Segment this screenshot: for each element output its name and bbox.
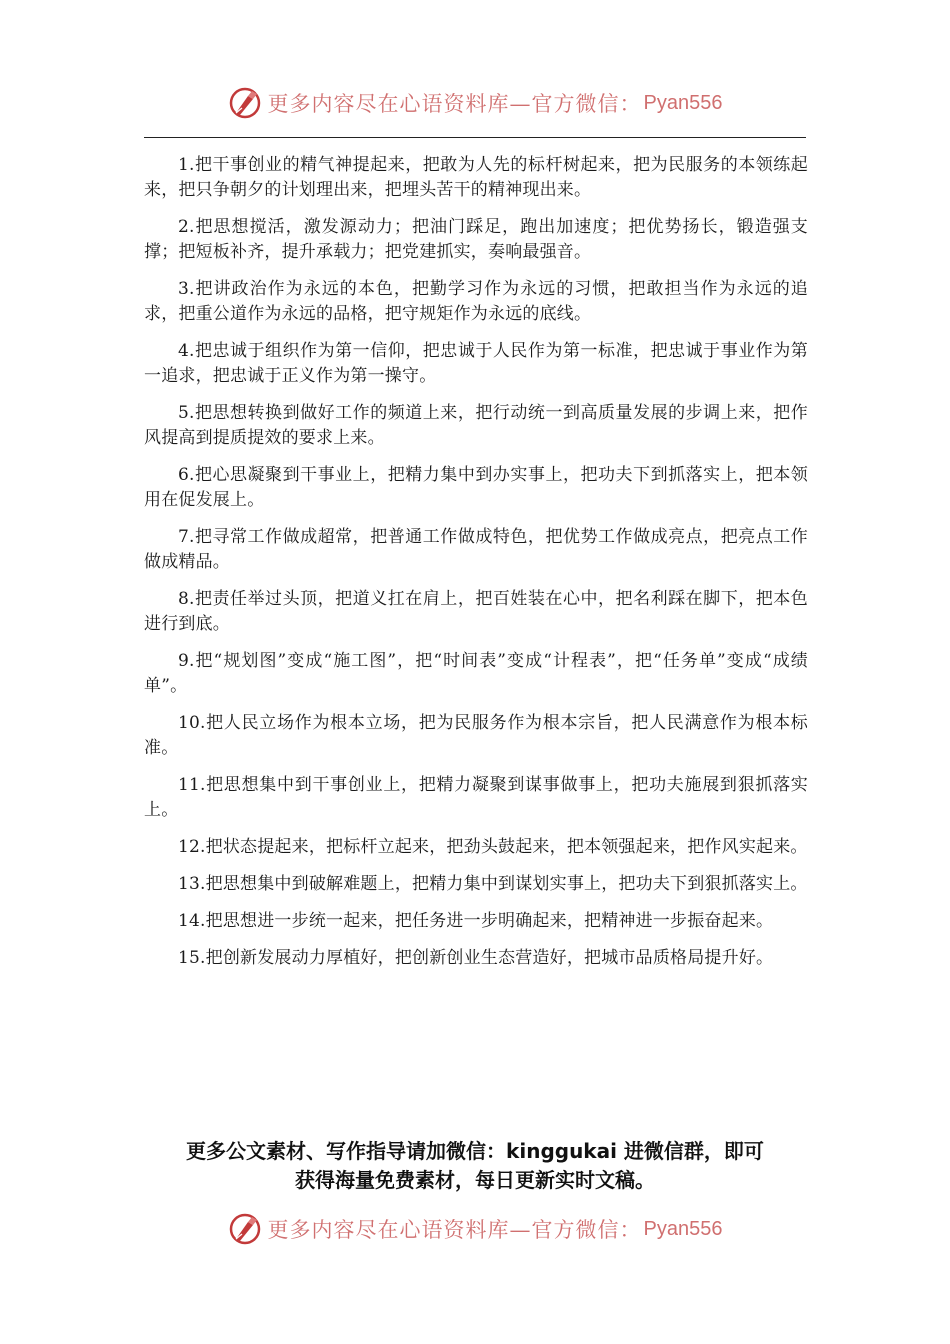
footer-brand (0, 1209, 950, 1249)
list-item: 15.把创新发展动力厚植好，把创新创业生态营造好，把城市品质格局提升好。 (178, 948, 774, 968)
footer-notice (100, 1137, 850, 1195)
list-item: 2.把思想搅活，激发源动力；把油门踩足，跑出加速度；把优势扬长，锻造强支撑；把短板补齐，提升承载力；把党建抓实，奏响最强音。 (144, 217, 808, 262)
brand-text: 更多内容尽在心语资料库—官方微信： (267, 1218, 642, 1242)
list-item: 1.把干事创业的精气神提起来，把敢为人先的标杆树起来，把为民服务的本领练起来，把只争朝夕的计划理出来，把埋头苦干的精神现出来。 (144, 155, 808, 200)
list-item: 13.把思想集中到破解难题上，把精力集中到谋划实事上，把功夫下到狠抓落实上。 (178, 874, 808, 894)
list-item: 6.把心思凝聚到干事业上，把精力集中到办实事上，把功夫下到抓落实上，把本领用在促发展上。 (144, 465, 808, 510)
brand-wechat-id: Pyan556 (643, 1217, 723, 1240)
header-brand (0, 83, 950, 123)
footer-notice-line-2: 获得海量免费素材，每日更新实时文稿。 (295, 1168, 655, 1192)
list-item: 10.把人民立场作为根本立场，把为民服务作为根本宗旨，把人民满意作为根本标准。 (144, 713, 808, 758)
list-item: 7.把寻常工作做成超常，把普通工作做成特色，把优势工作做成亮点，把亮点工作做成精品。 (144, 527, 808, 572)
brand-text: 更多内容尽在心语资料库—官方微信： (267, 92, 642, 116)
list-item: 12.把状态提起来，把标杆立起来，把劲头鼓起来，把本领强起来，把作风实起来。 (178, 837, 808, 857)
list-item: 14.把思想进一步统一起来，把任务进一步明确起来，把精神进一步振奋起来。 (178, 911, 774, 931)
list-item: 9.把“规划图”变成“施工图”，把“时间表”变成“计程表”，把“任务单”变成“成绩单”。 (144, 651, 808, 696)
footer-notice-line-1: 更多公文素材、写作指导请加微信：kinggukai 进微信群，即可 (186, 1139, 764, 1163)
document-body (144, 153, 808, 983)
list-item: 4.把忠诚于组织作为第一信仰，把忠诚于人民作为第一标准，把忠诚于事业作为第一追求，把忠诚于正义作为第一操守。 (144, 341, 808, 386)
list-item: 3.把讲政治作为永远的本色，把勤学习作为永远的习惯，把敢担当作为永远的追求，把重公道作为永远的品格，把守规矩作为永远的底线。 (144, 279, 808, 324)
brand-wechat-id: Pyan556 (643, 91, 723, 114)
list-item: 11.把思想集中到干事创业上，把精力凝聚到谋事做事上，把功夫施展到狠抓落实上。 (144, 775, 808, 820)
header-divider (144, 137, 806, 138)
pen-nib-logo-icon (228, 86, 262, 120)
pen-nib-logo-icon (228, 1212, 262, 1246)
list-item: 5.把思想转换到做好工作的频道上来，把行动统一到高质量发展的步调上来，把作风提高到提质提效的要求上来。 (144, 403, 808, 448)
list-item: 8.把责任举过头顶，把道义扛在肩上，把百姓装在心中，把名利踩在脚下，把本色进行到底。 (144, 589, 808, 634)
